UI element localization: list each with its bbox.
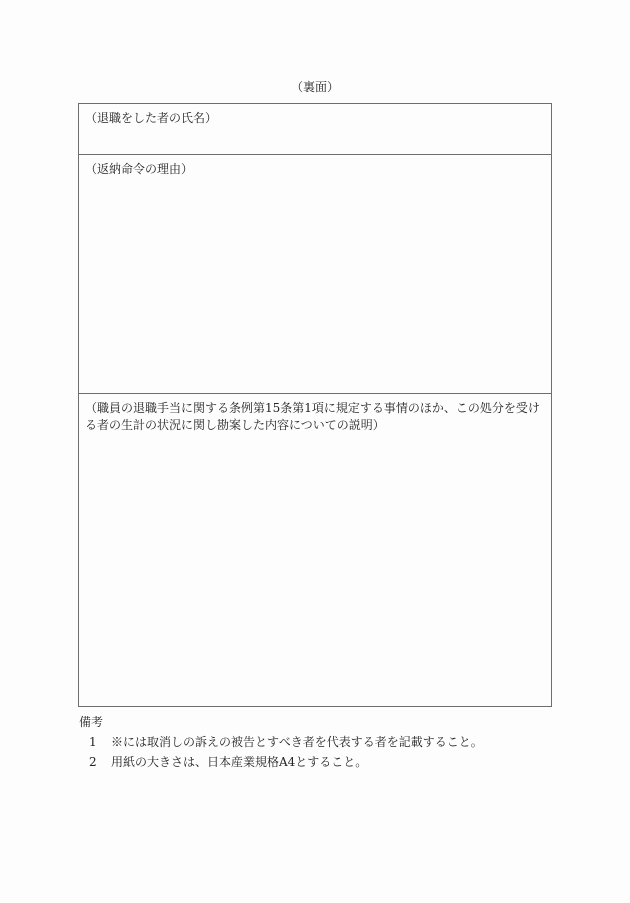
livelihood-explanation-field[interactable] (79, 394, 551, 706)
return-order-reason-value[interactable] (85, 178, 543, 195)
remarks-title: 備考 (79, 715, 104, 729)
remarks-item (79, 754, 559, 770)
remarks-item (79, 734, 559, 750)
livelihood-explanation-label: （職員の退職手当に関する条例第15条第1項に規定する事情のほか、この処分を受ける者の生計の状況に関し勘案した内容についての説明） (85, 401, 540, 432)
retiree-name-label: （退職をした者の氏名） (85, 111, 218, 125)
page-heading: （裏面） (290, 80, 339, 94)
remarks-item-number: 2 (89, 755, 97, 769)
remarks-item-number: 1 (89, 735, 97, 749)
retiree-name-field[interactable] (79, 104, 551, 155)
return-order-reason-field[interactable] (79, 155, 551, 394)
remarks-section (79, 714, 559, 774)
remarks-item-text: ※には取消しの訴えの被告とすべき者を代表する者を記載すること。 (111, 735, 483, 749)
form-table (78, 103, 552, 707)
livelihood-explanation-value[interactable] (85, 434, 543, 451)
retiree-name-value[interactable] (85, 127, 543, 144)
return-order-reason-label: （返納命令の理由） (85, 162, 194, 176)
remarks-item-text: 用紙の大きさは、日本産業規格A4とすること。 (111, 755, 368, 769)
